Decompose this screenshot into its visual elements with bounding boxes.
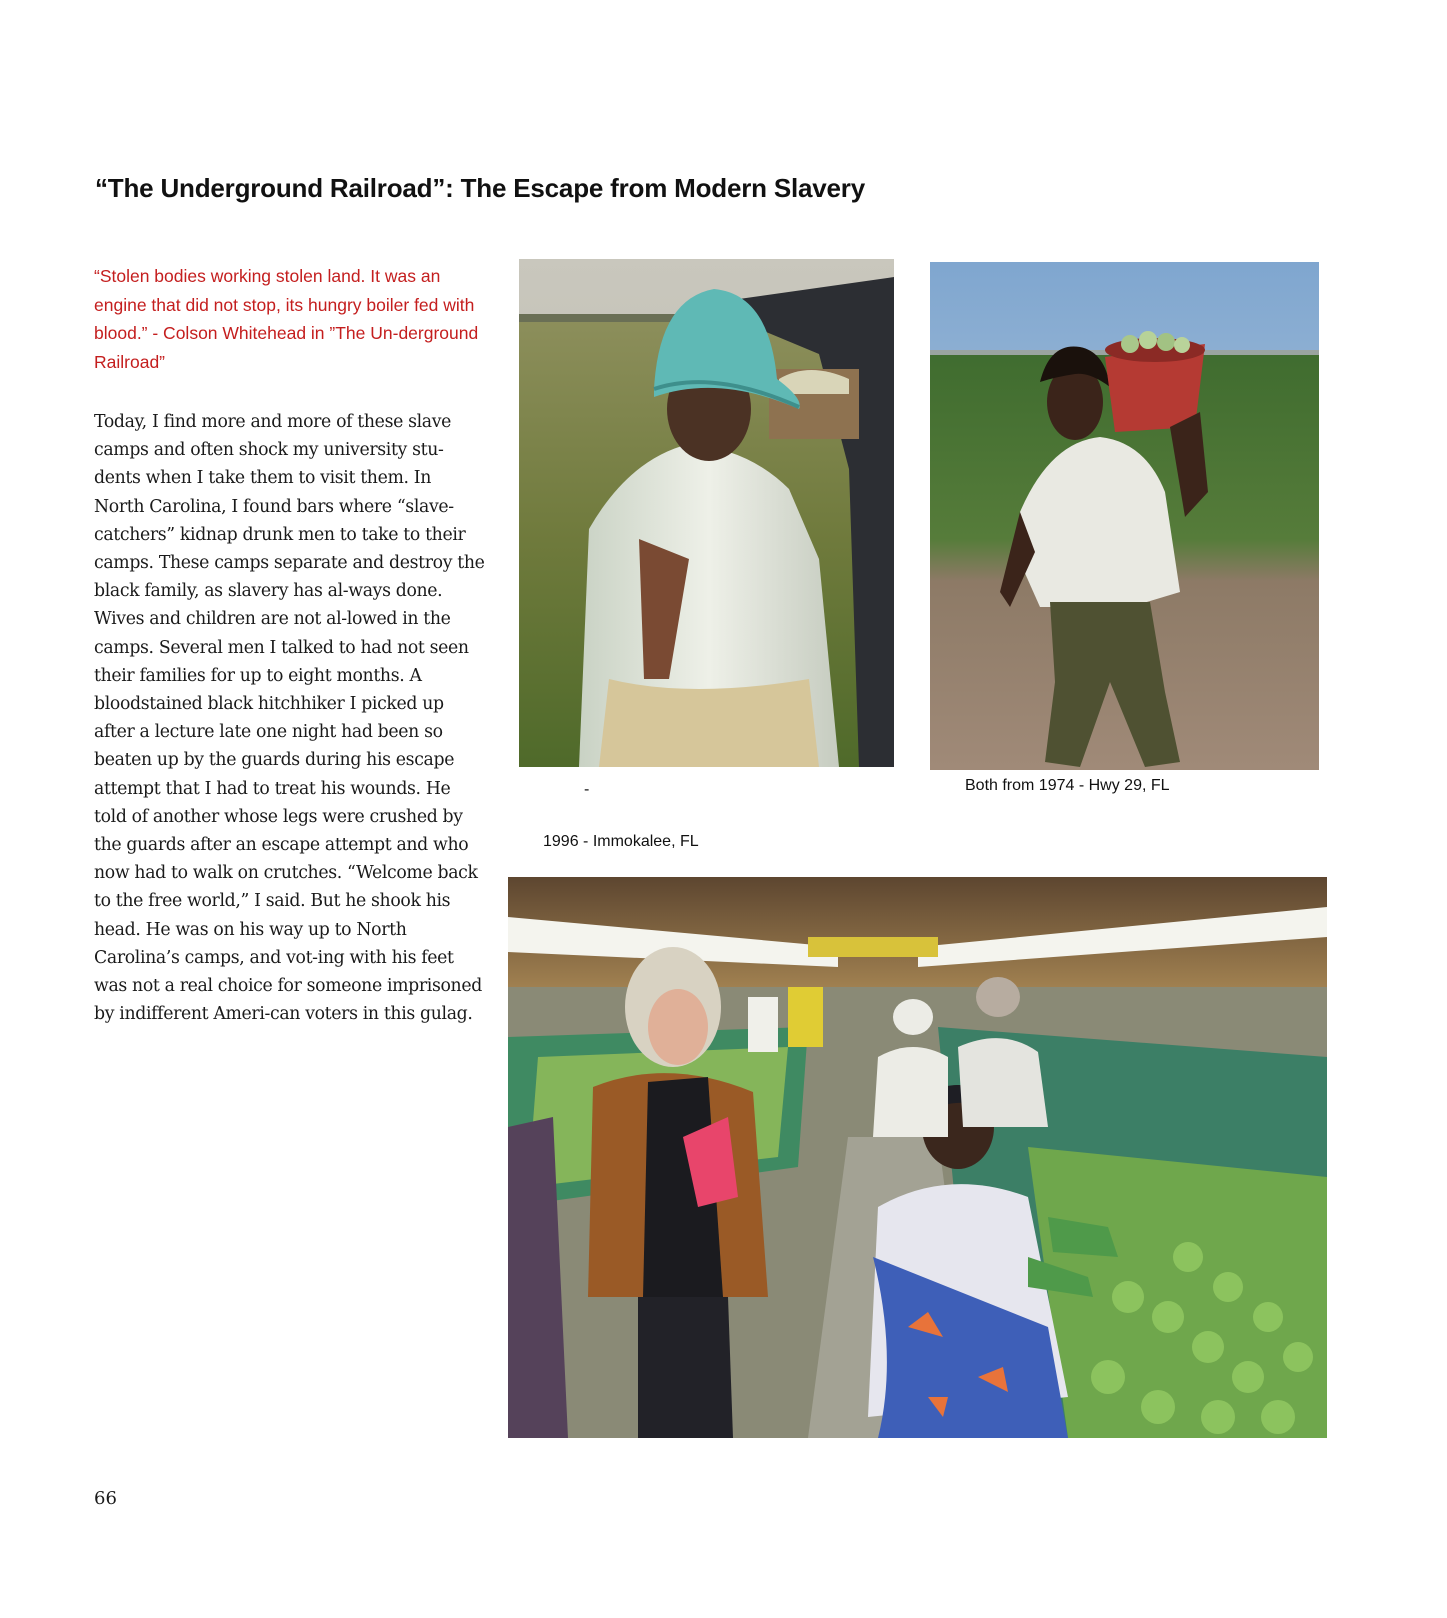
photo-woman-in-field xyxy=(519,259,894,767)
page-number: 66 xyxy=(94,1488,117,1509)
page-title: “The Underground Railroad”: The Escape from Modern Slavery xyxy=(95,173,865,203)
epigraph-quote: “Stolen bodies working stolen land. It was an engine that did not stop, its hungry boiler fed with blood.” - Colson Whitehead in ”The Un-derground Railroad” xyxy=(94,266,479,372)
caption-1974-hwy29: Both from 1974 - Hwy 29, FL xyxy=(965,777,1170,794)
photo-man-carrying-bucket xyxy=(930,262,1319,770)
body-paragraph: Today, I find more and more of these slave camps and often shock my university stu-dents when I take them to visit them. In North Carolina, I found bars where “slave-catchers” kidnap drunk men to take to their camps. These camps separate and destroy the black family, as slavery has al-ways done. Wives and children are not al-lowed in the camps. Several men I talked to had not seen their families for up to eight months. A bloodstained black hitchhiker I picked up after a lecture late one night had been so beaten up by the guards during his escape attempt that I had to treat his wounds. He told of another whose legs were crushed by the guards after an escape attempt and who now had to walk on crutches. “Welcome back to the free world,” I said. But he shook his head. He was on his way up to North Carolina’s camps, and vot-ing with his feet was not a real choice for someone imprisoned by indifferent Ameri-can voters in this gulag. xyxy=(94,412,485,1025)
caption-dash: - xyxy=(584,781,590,798)
caption-1996-immokalee: 1996 - Immokalee, FL xyxy=(543,833,699,850)
photo-packing-house xyxy=(508,877,1327,1438)
